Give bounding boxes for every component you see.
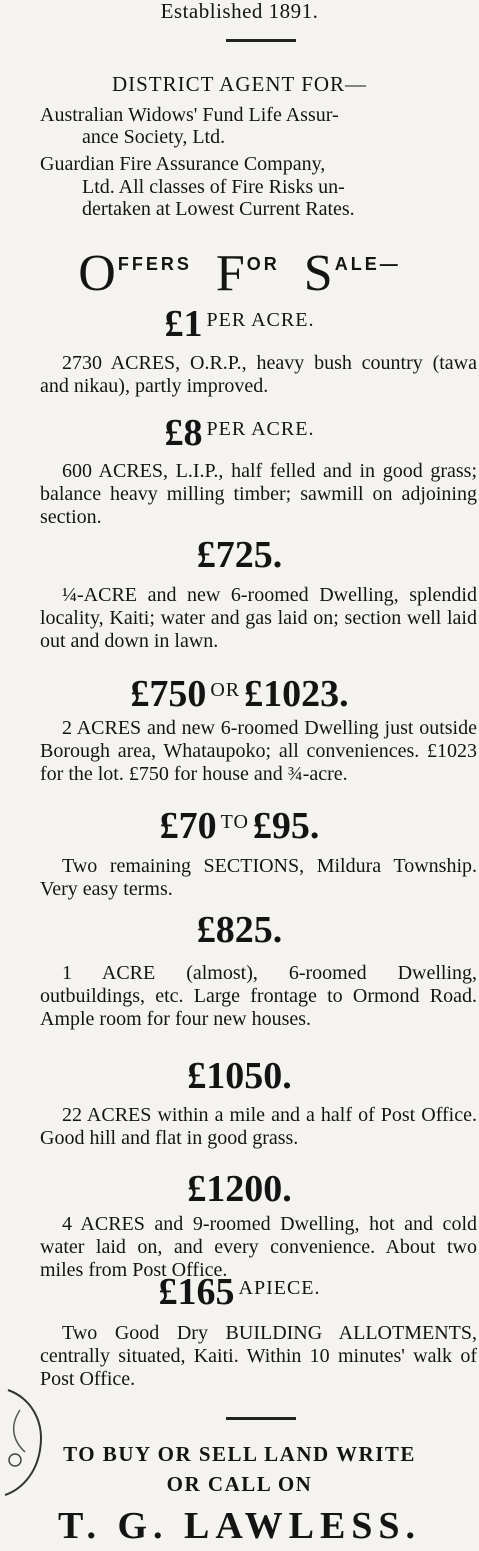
listing-description: 22 ACRES within a mile and a half of Post Office. Good hill and flat in good grass. [40,1104,477,1149]
price-amount: £825. [196,909,283,951]
listing-description: 600 ACRES, L.I.P., half felled and in good grass; balance heavy milling timber; sawmill on adjoining section. [40,460,477,528]
listing-price [0,533,479,577]
divider-rule [226,1417,296,1420]
listing-description: 4 ACRES and 9-roomed Dwelling, hot and cold water laid on, and every convenience. About two miles from Post Office. [40,1213,477,1281]
price-amount: £750 [130,673,207,715]
offers-initial-o: O [78,245,118,302]
listing-price [0,804,479,848]
contact-line: TO BUY OR SELL LAND WRITE [63,1442,416,1466]
agent-line: Guardian Fire Assurance Company, [40,153,326,175]
agent-line: Australian Widows' Fund Life Assur- [40,104,339,126]
price-amount: £8 [164,412,203,454]
price-connector: TO [220,811,249,833]
agent-line: ance Society, Ltd. [82,126,226,148]
offers-for-sale-heading [0,244,479,303]
listing-price [0,1270,479,1314]
listing-price [0,1167,479,1211]
price-amount-alt: £95. [252,805,320,847]
price-amount: £1 [164,303,203,345]
listing-description: ¼-ACRE and new 6-roomed Dwelling, splendid locality, Kaiti; water and gas laid on; section well laid out and down in lawn. [40,584,477,652]
for-initial-f: F [215,245,247,302]
price-qualifier: PER ACRE. [206,418,315,440]
price-amount: £1050. [187,1055,292,1097]
agent-heading: DISTRICT AGENT FOR— [111,72,368,96]
established-line: Established 1891. [160,0,319,23]
price-qualifier: APIECE. [238,1277,321,1299]
sale-word: ALE— [334,254,401,274]
for-word: OR [246,254,280,274]
listing-description: 2730 ACRES, O.R.P., heavy bush country (tawa and nikau), partly improved. [40,352,477,397]
price-qualifier: PER ACRE. [206,309,315,331]
listing-price [0,908,479,952]
price-amount: £165 [158,1271,235,1313]
price-amount: £70 [159,805,217,847]
listing-price [0,672,479,716]
listing-description: Two remaining SECTIONS, Mildura Township. Very easy terms. [40,855,477,900]
agent-line: dertaken at Lowest Current Rates. [82,198,355,220]
contact-line: OR CALL ON [166,1472,313,1496]
sale-initial-s: S [303,245,335,302]
price-amount: £725. [196,534,283,576]
agent-name: T. G. LAWLESS. [57,1505,422,1547]
listing-price [0,411,479,455]
divider-rule [226,39,296,42]
listing-description: 1 ACRE (almost), 6-roomed Dwelling, outbuildings, etc. Large frontage to Ormond Road. Ample room for four new houses. [40,962,477,1030]
price-amount-alt: £1023. [244,673,349,715]
listing-price [0,302,479,346]
listing-description: Two Good Dry BUILDING ALLOTMENTS, centrally situated, Kaiti. Within 10 minutes' walk of Post Office. [40,1322,477,1390]
listing-price [0,1054,479,1098]
price-connector: OR [210,679,241,701]
listing-description: 2 ACRES and new 6-roomed Dwelling just outside Borough area, Whataupoko; all conveniences. £1023 for the lot. £750 for house and ¾-acre. [40,717,477,785]
agent-line: Ltd. All classes of Fire Risks un- [82,176,345,198]
price-amount: £1200. [187,1168,292,1210]
offers-word: FFERS [117,254,192,274]
